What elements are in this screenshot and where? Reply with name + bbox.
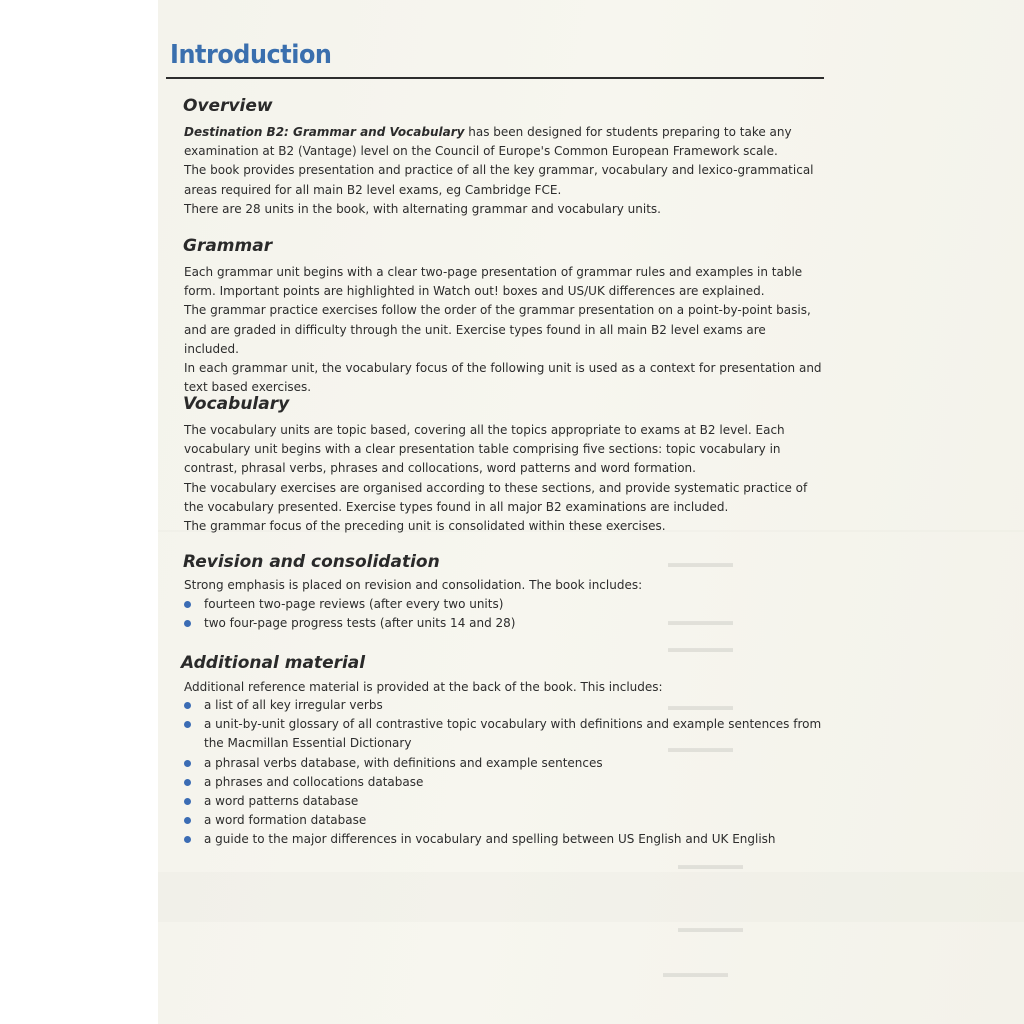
grammar-text (184, 263, 824, 397)
revision-intro: Strong emphasis is placed on revision and consolidation. The book includes: (184, 578, 643, 592)
document-page (158, 0, 1024, 1024)
bullet-dot-icon (184, 798, 191, 805)
show-through-mark: ▬▬▬▬▬ (668, 698, 733, 713)
bullet-dot-icon (184, 702, 191, 709)
overview-paragraph: There are 28 units in the book, with alternating grammar and vocabulary units. (184, 201, 661, 216)
bullet-dot-icon (184, 760, 191, 767)
list-item (182, 595, 822, 614)
vocabulary-paragraph: The grammar focus of the preceding unit is consolidated within these exercises. (184, 519, 666, 534)
grammar-paragraph: The grammar practice exercises follow the order of the grammar presentation on a point-by-point basis, and are graded in difficulty through the unit. Exercise types found in all main B2 level exams are included. (184, 303, 811, 356)
show-through-band (158, 872, 1024, 922)
show-through-mark: ▬▬▬▬▬ (678, 920, 743, 935)
list-item (182, 696, 822, 715)
list-item-text: a word formation database (204, 813, 367, 828)
list-item-text: a phrasal verbs database, with definitions and example sentences (204, 755, 603, 770)
list-item-text: fourteen two-page reviews (after every two units) (204, 597, 504, 611)
book-title: Destination B2: Grammar and Vocabulary (184, 125, 465, 139)
list-item-text: a list of all key irregular verbs (204, 698, 383, 712)
bullet-dot-icon (184, 779, 191, 786)
section-title-overview: Overview (183, 96, 273, 116)
additional-list (182, 696, 822, 850)
list-item (182, 715, 822, 753)
show-through-mark: ▬▬▬▬▬ (663, 965, 728, 980)
overview-paragraph: The book provides presentation and practice of all the key grammar, vocabulary and lexico-grammatical areas required for all main B2 level exams, eg Cambridge FCE. (184, 163, 814, 197)
list-item-text: a guide to the major differences in vocabulary and spelling between US English and UK English (204, 832, 776, 847)
list-item (182, 811, 822, 830)
section-title-grammar: Grammar (183, 236, 273, 256)
revision-list (182, 595, 822, 633)
additional-intro: Additional reference material is provided at the back of the book. This includes: (184, 680, 663, 694)
section-title-revision: Revision and consolidation (183, 552, 440, 572)
overview-sentence: has been designed for students preparing to take any examination at B2 (Vantage) level on the Council of Europe's Common European Framework scale. (184, 125, 792, 159)
list-item-text: a phrases and collocations database (204, 774, 424, 789)
vocabulary-paragraph: The vocabulary units are topic based, covering all the topics appropriate to exams at B2 level. Each vocabulary unit begins with a clear presentation table comprising five sections: topic vocabulary in contrast, phrasal verbs, phrases and collocations, word patterns and word formation. (184, 423, 785, 476)
list-item (182, 614, 822, 633)
page-heading: Introduction (170, 40, 332, 70)
section-title-vocabulary: Vocabulary (183, 394, 290, 414)
section-title-additional: Additional material (181, 653, 366, 673)
bullet-dot-icon (184, 817, 191, 824)
list-item (182, 754, 822, 773)
overview-text (184, 123, 824, 219)
overview-paragraph (184, 123, 824, 161)
bullet-dot-icon (184, 601, 191, 608)
show-through-mark: ▬▬▬▬▬ (668, 640, 733, 655)
grammar-paragraph: In each grammar unit, the vocabulary focus of the following unit is used as a context for presentation and text based exercises. (184, 361, 822, 395)
vocabulary-paragraph: The vocabulary exercises are organised according to these sections, and provide systematic practice of the vocabulary presented. Exercise types found in all major B2 examinations are included. (184, 480, 808, 514)
bullet-dot-icon (184, 620, 191, 627)
list-item-text: two four-page progress tests (after units 14 and 28) (204, 616, 516, 631)
bullet-dot-icon (184, 836, 191, 843)
bullet-dot-icon (184, 721, 191, 728)
list-item-text: a unit-by-unit glossary of all contrastive topic vocabulary with definitions and example sentences from the Macmillan Essential Dictionary (204, 717, 822, 751)
show-through-mark: ▬▬▬▬▬ (668, 613, 733, 628)
show-through-mark: ▬▬▬▬▬ (678, 857, 743, 872)
heading-rule (166, 77, 824, 79)
list-item (182, 792, 822, 811)
list-item (182, 773, 822, 792)
vocabulary-text (184, 421, 824, 536)
list-item-text: a word patterns database (204, 794, 359, 809)
show-through-mark: ▬▬▬▬▬ (668, 740, 733, 755)
list-item (182, 830, 822, 849)
show-through-mark: ▬▬▬▬▬ (668, 555, 733, 570)
grammar-paragraph: Each grammar unit begins with a clear two-page presentation of grammar rules and examples in table form. Important points are highlighted in Watch out! boxes and US/UK differences are explained. (184, 265, 803, 299)
